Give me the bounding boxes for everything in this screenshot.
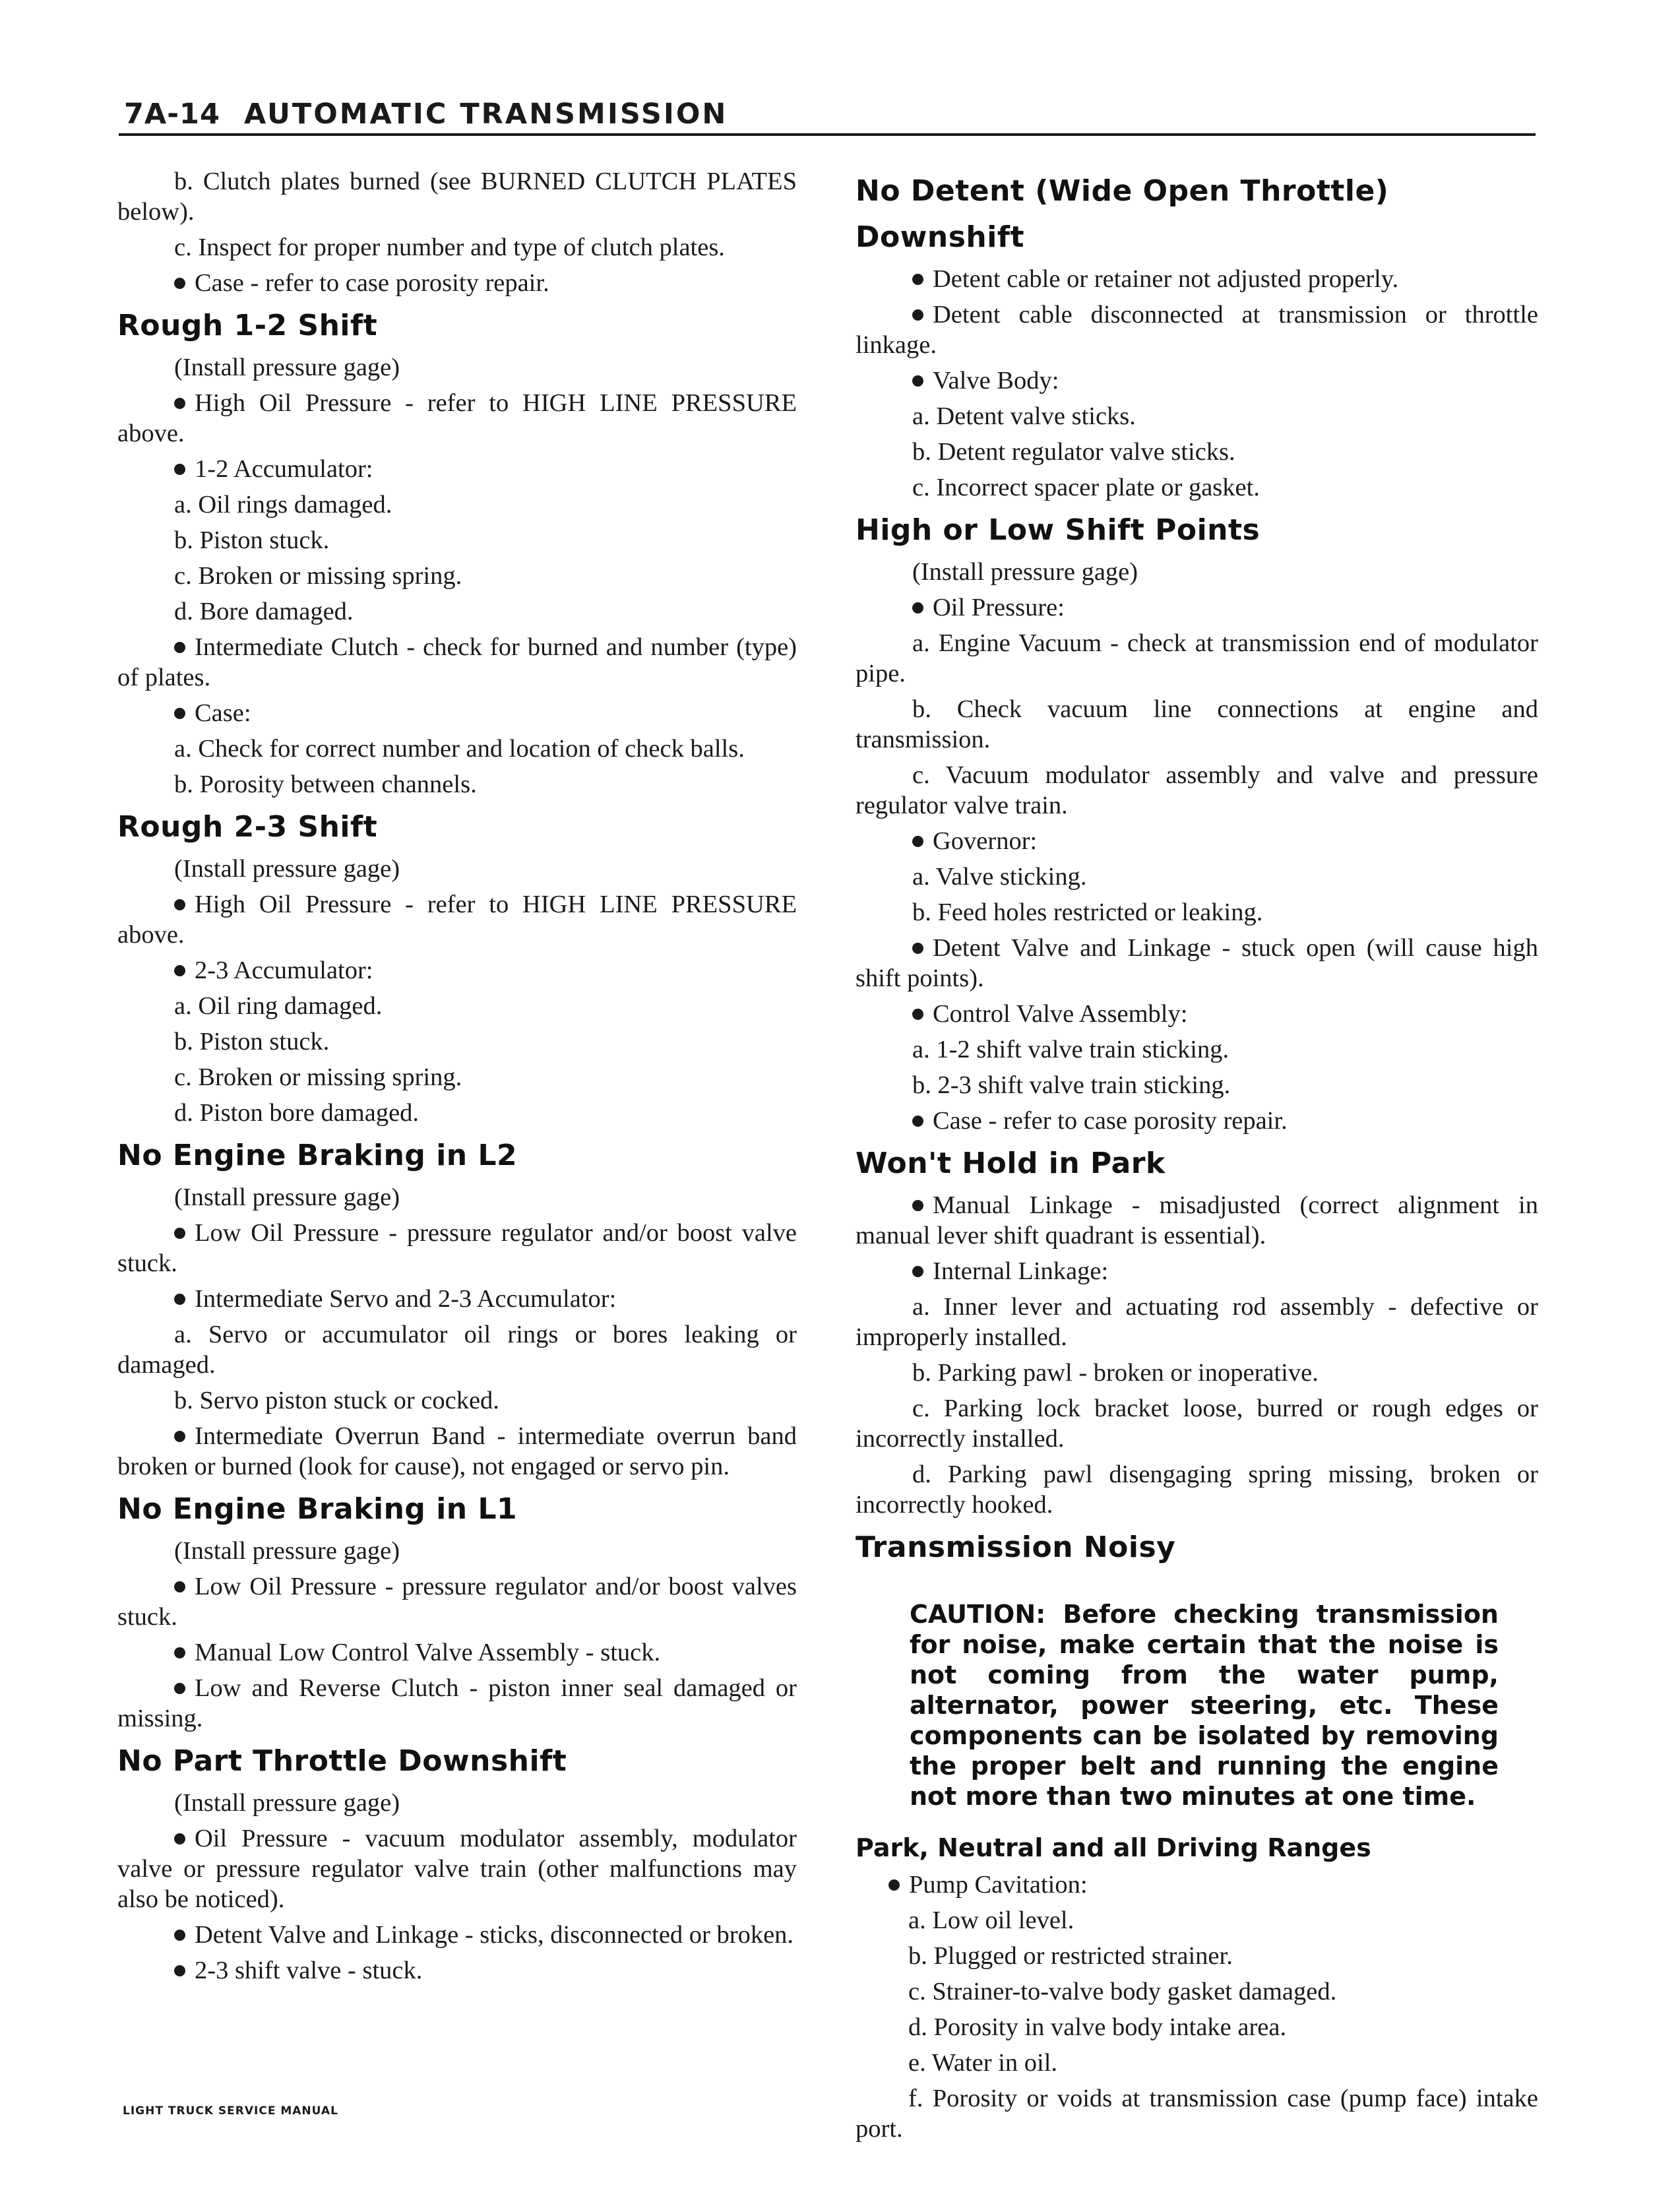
paragraph: c. Strainer-to-valve body gasket damaged. bbox=[908, 1978, 1337, 2005]
paragraph: a. 1-2 shift valve train sticking. bbox=[912, 1036, 1229, 1063]
list-item: Detent Valve and Linkage - stuck open (will cause high shift points). bbox=[856, 934, 1538, 992]
list-item: Intermediate Servo and 2-3 Accumulator: bbox=[117, 1284, 797, 1314]
bullet-icon bbox=[174, 1581, 185, 1592]
paragraph: a. Check for correct number and location of check balls. bbox=[174, 735, 745, 763]
list-item: Low Oil Pressure - pressure regulator and/or boost valve stuck. bbox=[117, 1219, 797, 1277]
list-item: 2-3 shift valve - stuck. bbox=[117, 1955, 797, 1986]
bullet-icon bbox=[174, 708, 185, 719]
list-item: Detent Valve and Linkage - sticks, disconnected or broken. bbox=[117, 1920, 797, 1950]
paragraph: f. Porosity or voids at transmission case (pump face) intake port. bbox=[856, 2085, 1538, 2143]
bullet-icon bbox=[912, 375, 923, 387]
bullet-icon bbox=[174, 1647, 185, 1658]
list-item: Manual Low Control Valve Assembly - stuck. bbox=[117, 1637, 797, 1668]
paragraph: b. Porosity between channels. bbox=[174, 771, 477, 798]
list-item: Low Oil Pressure - pressure regulator and/or boost valves stuck. bbox=[117, 1573, 797, 1631]
paragraph: b. Feed holes restricted or leaking. bbox=[912, 898, 1263, 926]
paragraph: a. Detent valve sticks. bbox=[912, 402, 1136, 430]
paragraph: b. Plugged or restricted strainer. bbox=[908, 1942, 1233, 1970]
list-item: Oil Pressure: bbox=[856, 592, 1538, 623]
bullet-icon bbox=[174, 1431, 185, 1442]
paragraph: a. Oil ring damaged. bbox=[174, 992, 383, 1020]
section-heading: Transmission Noisy bbox=[856, 1530, 1176, 1564]
paragraph: a. Servo or accumulator oil rings or bores leaking or damaged. bbox=[117, 1321, 797, 1379]
paragraph: e. Water in oil. bbox=[908, 2049, 1058, 2077]
bullet-icon bbox=[912, 1200, 923, 1211]
paragraph: c. Broken or missing spring. bbox=[174, 1063, 462, 1091]
paragraph: c. Parking lock bracket loose, burred or rough edges or incorrectly installed. bbox=[856, 1395, 1538, 1453]
bullet-icon bbox=[174, 899, 185, 910]
bullet-icon bbox=[174, 1833, 185, 1844]
paragraph: b. 2-3 shift valve train sticking. bbox=[912, 1071, 1231, 1099]
section-heading: No Engine Braking in L2 bbox=[117, 1139, 518, 1172]
list-item: High Oil Pressure - refer to HIGH LINE PRESSURE above. bbox=[117, 891, 797, 949]
subsection-heading: Park, Neutral and all Driving Ranges bbox=[856, 1833, 1371, 1862]
list-item: Detent cable or retainer not adjusted properly. bbox=[856, 264, 1538, 294]
list-item: Valve Body: bbox=[856, 365, 1538, 396]
paragraph: b. Check vacuum line connections at engine and transmission. bbox=[856, 695, 1538, 753]
list-item: Governor: bbox=[856, 826, 1538, 856]
bullet-icon bbox=[912, 943, 923, 954]
bullet-icon bbox=[912, 1009, 923, 1020]
list-item: 2-3 Accumulator: bbox=[117, 955, 797, 986]
bullet-icon bbox=[912, 836, 923, 847]
paragraph: b. Servo piston stuck or cocked. bbox=[174, 1387, 499, 1414]
list-item: Internal Linkage: bbox=[856, 1256, 1538, 1286]
list-item: Oil Pressure - vacuum modulator assembly, modulator valve or pressure regulator valve train (other malfunctions may also be noticed). bbox=[117, 1825, 797, 1913]
paragraph: (Install pressure gage) bbox=[174, 1183, 400, 1211]
section-heading: No Part Throttle Downshift bbox=[117, 1744, 567, 1778]
paragraph: a. Oil rings damaged. bbox=[174, 491, 392, 519]
section-heading: Rough 2-3 Shift bbox=[117, 810, 378, 844]
bullet-icon bbox=[888, 1879, 900, 1891]
bullet-icon bbox=[174, 464, 185, 475]
list-item: 1-2 Accumulator: bbox=[117, 454, 797, 484]
bullet-icon bbox=[174, 278, 185, 289]
list-item: Intermediate Clutch - check for burned and number (type) of plates. bbox=[117, 633, 797, 691]
bullet-icon bbox=[912, 274, 923, 285]
paragraph: d. Porosity in valve body intake area. bbox=[908, 2013, 1287, 2041]
paragraph: b. Piston stuck. bbox=[174, 526, 330, 554]
bullet-icon bbox=[174, 642, 185, 653]
bullet-icon bbox=[174, 398, 185, 409]
paragraph: a. Valve sticking. bbox=[912, 863, 1087, 891]
section-heading: No Engine Braking in L1 bbox=[117, 1492, 518, 1526]
section-heading: No Detent (Wide Open Throttle) bbox=[856, 174, 1389, 208]
bullet-icon bbox=[912, 309, 923, 321]
list-item: Detent cable disconnected at transmission or throttle linkage. bbox=[856, 301, 1538, 359]
paragraph: b. Clutch plates burned (see BURNED CLUTCH PLATES below). bbox=[117, 168, 797, 226]
caution-notice: CAUTION: Before checking transmission for noise, make certain that the noise is not coming from the water pump, alternator, power steering, etc. These components can be isolated by removing the proper belt and running the engine not more than two minutes at one time. bbox=[910, 1600, 1499, 1811]
section-heading-continued: Downshift bbox=[856, 220, 1024, 254]
paragraph: c. Incorrect spacer plate or gasket. bbox=[912, 474, 1260, 501]
section-title: AUTOMATIC TRANSMISSION bbox=[244, 98, 728, 131]
paragraph: a. Low oil level. bbox=[908, 1906, 1074, 1934]
list-item: Control Valve Assembly: bbox=[856, 999, 1538, 1029]
bullet-icon bbox=[174, 1683, 185, 1694]
page-header bbox=[119, 92, 1536, 136]
paragraph: b. Parking pawl - broken or inoperative. bbox=[912, 1359, 1319, 1387]
list-item: Case - refer to case porosity repair. bbox=[856, 1106, 1538, 1136]
paragraph: d. Piston bore damaged. bbox=[174, 1099, 420, 1127]
list-item: High Oil Pressure - refer to HIGH LINE PRESSURE above. bbox=[117, 389, 797, 447]
section-heading: High or Low Shift Points bbox=[856, 513, 1260, 547]
paragraph: c. Broken or missing spring. bbox=[174, 562, 462, 590]
paragraph: a. Inner lever and actuating rod assembly - defective or improperly installed. bbox=[856, 1293, 1538, 1351]
paragraph: c. Inspect for proper number and type of clutch plates. bbox=[174, 234, 725, 261]
page-footer: LIGHT TRUCK SERVICE MANUAL bbox=[123, 2104, 338, 2118]
bullet-icon bbox=[174, 1294, 185, 1305]
list-item: Case: bbox=[117, 698, 797, 728]
paragraph: b. Piston stuck. bbox=[174, 1028, 330, 1055]
paragraph: (Install pressure gage) bbox=[174, 855, 400, 883]
list-item: Manual Linkage - misadjusted (correct alignment in manual lever shift quadrant is essential). bbox=[856, 1191, 1538, 1249]
right-column bbox=[856, 166, 1538, 2149]
list-item: Case - refer to case porosity repair. bbox=[117, 268, 797, 298]
bullet-icon bbox=[174, 1228, 185, 1239]
paragraph: a. Engine Vacuum - check at transmission end of modulator pipe. bbox=[856, 629, 1538, 687]
paragraph: d. Parking pawl disengaging spring missing, broken or incorrectly hooked. bbox=[856, 1461, 1538, 1519]
paragraph: (Install pressure gage) bbox=[174, 1537, 400, 1565]
bullet-icon bbox=[912, 602, 923, 614]
paragraph: b. Detent regulator valve sticks. bbox=[912, 438, 1235, 466]
bullet-icon bbox=[174, 965, 185, 976]
paragraph: (Install pressure gage) bbox=[174, 1789, 400, 1817]
left-column bbox=[117, 166, 797, 1991]
paragraph: d. Bore damaged. bbox=[174, 598, 354, 625]
section-heading: Won't Hold in Park bbox=[856, 1147, 1166, 1180]
bullet-icon bbox=[174, 1965, 185, 1976]
list-item: Low and Reverse Clutch - piston inner seal damaged or missing. bbox=[117, 1674, 797, 1732]
bullet-icon bbox=[912, 1266, 923, 1277]
page-number: 7A-14 bbox=[124, 98, 220, 131]
bullet-icon bbox=[912, 1116, 923, 1127]
bullet-icon bbox=[174, 1930, 185, 1941]
paragraph: (Install pressure gage) bbox=[174, 354, 400, 381]
list-item: Pump Cavitation: bbox=[856, 1870, 1538, 1900]
paragraph: (Install pressure gage) bbox=[912, 558, 1138, 586]
paragraph: c. Vacuum modulator assembly and valve and pressure regulator valve train. bbox=[856, 761, 1538, 819]
list-item: Intermediate Overrun Band - intermediate overrun band broken or burned (look for cause), not engaged or servo pin. bbox=[117, 1422, 797, 1480]
section-heading: Rough 1-2 Shift bbox=[117, 309, 378, 342]
